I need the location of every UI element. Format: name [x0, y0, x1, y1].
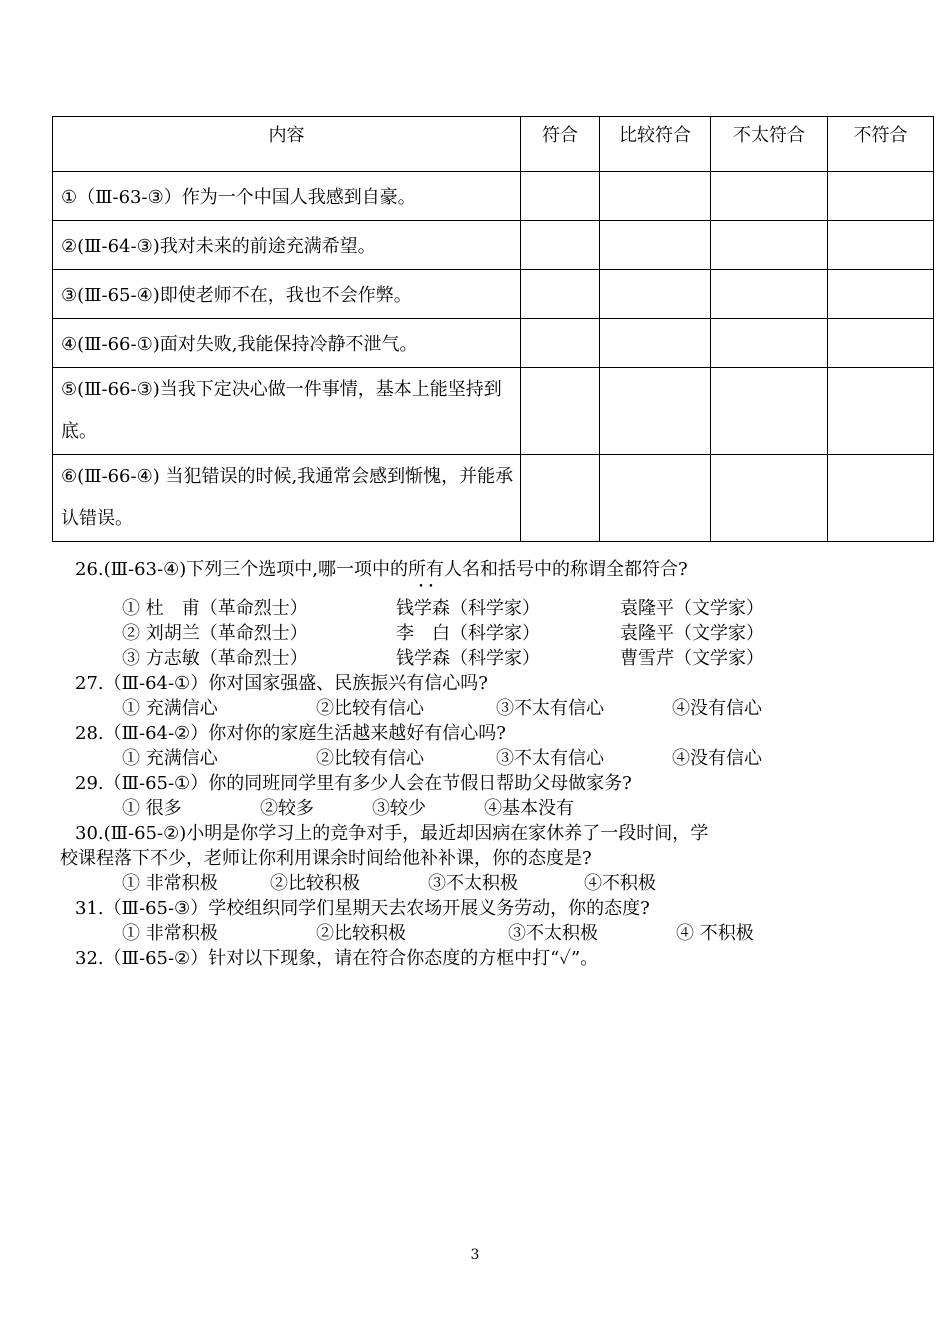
mostly-agree-cell[interactable]: [600, 455, 711, 542]
row-content: ③(Ⅲ-65-④)即使老师不在，我也不会作弊。: [53, 270, 521, 319]
q30-option-4[interactable]: ④不积极: [584, 873, 656, 894]
table-header-row: [53, 117, 934, 172]
table-row: [53, 319, 934, 368]
q26-option-3-c: 曹雪芹（文学家）: [620, 648, 764, 669]
question-29-stem: 29.（Ⅲ-65-①）你的同班同学里有多少人会在节假日帮助父母做家务?: [75, 773, 632, 794]
q26-option-1-c: 袁隆平（文学家）: [620, 598, 764, 619]
mostly-agree-cell[interactable]: [600, 319, 711, 368]
q29-option-3[interactable]: ③较少: [372, 798, 426, 819]
header-mostly-agree: 比较符合: [600, 117, 711, 172]
header-agree: 符合: [521, 117, 600, 172]
header-disagree: 不符合: [828, 117, 934, 172]
table-row: [53, 455, 934, 542]
q31-option-4[interactable]: ④ 不积极: [676, 923, 754, 944]
q26-option-1-a[interactable]: ① 杜 甫（革命烈士）: [122, 598, 308, 619]
mostly-disagree-cell[interactable]: [711, 221, 828, 270]
emphasis-dots: 所有 • •: [408, 559, 444, 580]
agree-cell[interactable]: [521, 221, 600, 270]
q27-option-2[interactable]: ②比较有信心: [316, 698, 424, 719]
q27-option-1[interactable]: ① 充满信心: [122, 698, 218, 719]
q28-option-4[interactable]: ④没有信心: [672, 748, 762, 769]
table-row: [53, 172, 934, 221]
mostly-disagree-cell[interactable]: [711, 319, 828, 368]
q30-option-3[interactable]: ③不太积极: [428, 873, 518, 894]
q30-option-1[interactable]: ① 非常积极: [122, 873, 218, 894]
mostly-agree-cell[interactable]: [600, 270, 711, 319]
agree-cell[interactable]: [521, 270, 600, 319]
mostly-disagree-cell[interactable]: [711, 455, 828, 542]
mostly-disagree-cell[interactable]: [711, 368, 828, 455]
mostly-agree-cell[interactable]: [600, 368, 711, 455]
question-32-stem: 32.（Ⅲ-65-②）针对以下现象，请在符合你态度的方框中打“✓”。: [75, 948, 599, 969]
survey-table: [52, 116, 934, 542]
table-row: [53, 221, 934, 270]
row-content: ⑥(Ⅲ-66-④) 当犯错误的时候,我通常会感到惭愧，并能承认错误。: [53, 455, 521, 542]
agree-cell[interactable]: [521, 319, 600, 368]
question-26-stem: 26.(Ⅲ-63-④)下列三个选项中,哪一项中的所有 • •人名和括号中的称谓全都符合?: [75, 555, 688, 581]
q27-option-4[interactable]: ④没有信心: [672, 698, 762, 719]
q28-option-1[interactable]: ① 充满信心: [122, 748, 218, 769]
disagree-cell[interactable]: [828, 221, 934, 270]
page-number: 3: [470, 1247, 480, 1263]
disagree-cell[interactable]: [828, 455, 934, 542]
row-content: ②(Ⅲ-64-③)我对未来的前途充满希望。: [53, 221, 521, 270]
agree-cell[interactable]: [521, 455, 600, 542]
agree-cell[interactable]: [521, 368, 600, 455]
header-mostly-disagree: 不太符合: [711, 117, 828, 172]
row-content: ④(Ⅲ-66-①)面对失败,我能保持冷静不泄气。: [53, 319, 521, 368]
question-30-stem-continued: 校课程落下不少，老师让你利用课余时间给他补补课，你的态度是?: [60, 848, 592, 869]
q26-option-3-a[interactable]: ③ 方志敏（革命烈士）: [122, 648, 308, 669]
disagree-cell[interactable]: [828, 172, 934, 221]
mostly-agree-cell[interactable]: [600, 221, 711, 270]
mostly-disagree-cell[interactable]: [711, 172, 828, 221]
q31-option-3[interactable]: ③不太积极: [508, 923, 598, 944]
question-28-stem: 28.（Ⅲ-64-②）你对你的家庭生活越来越好有信心吗?: [75, 723, 506, 744]
header-content: 内容: [53, 117, 521, 172]
q26-option-2-a[interactable]: ② 刘胡兰（革命烈士）: [122, 623, 308, 644]
q26-option-2-b: 李 白（科学家）: [396, 623, 540, 644]
table-row: [53, 368, 934, 455]
question-30-stem: 30.(Ⅲ-65-②)小明是你学习上的竞争对手，最近却因病在家休养了一段时间，学: [75, 823, 709, 844]
q29-option-2[interactable]: ②较多: [260, 798, 314, 819]
disagree-cell[interactable]: [828, 319, 934, 368]
row-content: ⑤(Ⅲ-66-③)当我下定决心做一件事情，基本上能坚持到底。: [53, 368, 521, 455]
mostly-disagree-cell[interactable]: [711, 270, 828, 319]
disagree-cell[interactable]: [828, 270, 934, 319]
agree-cell[interactable]: [521, 172, 600, 221]
table-row: [53, 270, 934, 319]
q28-option-2[interactable]: ②比较有信心: [316, 748, 424, 769]
q31-option-1[interactable]: ① 非常积极: [122, 923, 218, 944]
mostly-agree-cell[interactable]: [600, 172, 711, 221]
q26-option-2-c: 袁隆平（文学家）: [620, 623, 764, 644]
q26-option-3-b: 钱学森（科学家）: [396, 648, 540, 669]
q28-option-3[interactable]: ③不太有信心: [496, 748, 604, 769]
q26-option-1-b: 钱学森（科学家）: [396, 598, 540, 619]
q29-option-4[interactable]: ④基本没有: [484, 798, 574, 819]
q27-option-3[interactable]: ③不太有信心: [496, 698, 604, 719]
q29-option-1[interactable]: ① 很多: [122, 798, 182, 819]
question-27-stem: 27.（Ⅲ-64-①）你对国家强盛、民族振兴有信心吗?: [75, 673, 488, 694]
question-31-stem: 31.（Ⅲ-65-③）学校组织同学们星期天去农场开展义务劳动，你的态度?: [75, 898, 650, 919]
q30-option-2[interactable]: ②比较积极: [270, 873, 360, 894]
row-content: ①（Ⅲ-63-③）作为一个中国人我感到自豪。: [53, 172, 521, 221]
disagree-cell[interactable]: [828, 368, 934, 455]
q31-option-2[interactable]: ②比较积极: [316, 923, 406, 944]
